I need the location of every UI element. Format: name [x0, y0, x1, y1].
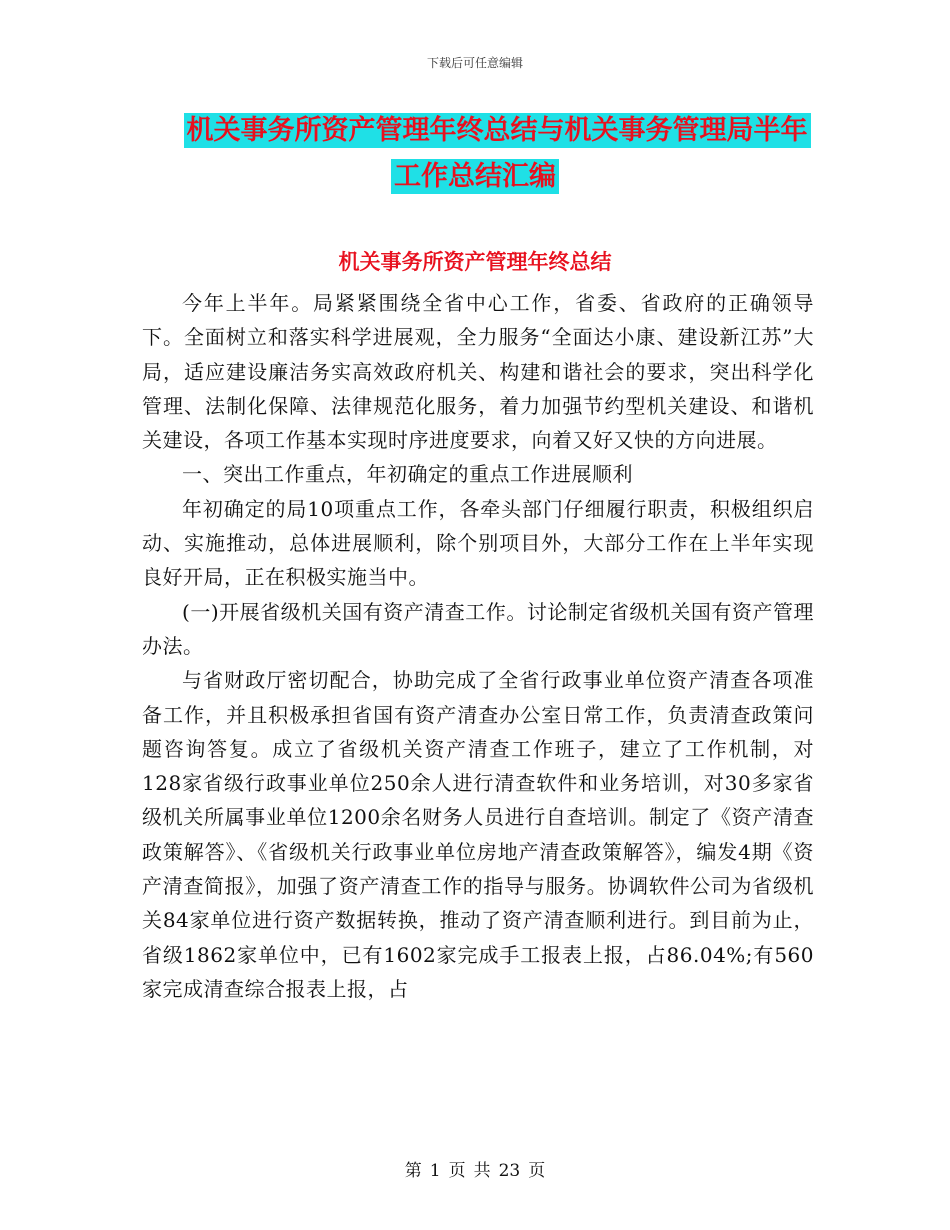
footer-page-number: 1: [429, 1161, 441, 1181]
paragraph-intro: 今年上半年。局紧紧围绕全省中心工作，省委、省政府的正确领导下。全面树立和落实科学进展观，全力服务“全面达小康、建设新江苏”大局，适应建设廉洁务实高效政府机关、构建和谐社会的要求，突出科学化管理、法制化保障、法律规范化服务，着力加强节约型机关建设、和谐机关建设，各项工作基本实现时序进度要求，向着又好又快的方向进展。: [142, 291, 814, 453]
document-title: [0, 108, 950, 200]
document-body: [142, 286, 814, 1006]
section-title: 机关事务所资产管理年终总结: [338, 250, 612, 274]
footer-total-prefix: 共: [473, 1161, 491, 1181]
header-note: 下载后可任意编辑: [426, 56, 523, 70]
paragraph-subheading-1: (一)开展省级机关国有资产清查工作。讨论制定省级机关国有资产管理办法。: [142, 599, 814, 658]
footer-page-unit: 页: [448, 1161, 466, 1181]
paragraph-asset-audit: 与省财政厅密切配合，协助完成了全省行政事业单位资产清查各项准备工作，并且积极承担省国有资产清查办公室日常工作，负责清查政策问题咨询答复。成立了省级机关资产清查工作班子，建立了工作机制，对128家省级行政事业单位250余人进行清查软件和业务培训，对30多家省级机关所属事业单位1200余名财务人员进行自查培训。制定了《资产清查政策解答》、《省级机关行政事业单位房地产清查政策解答》，编发4期《资产清查简报》，加强了资产清查工作的指导与服务。协调软件公司为省级机关84家单位进行资产数据转换，推动了资产清查顺利进行。到目前为止，省级1862家单位中，已有1602家完成手工报表上报，占86.04%;有560家完成清查综合报表上报，占: [142, 668, 814, 1001]
paragraph-key-work: 年初确定的局10项重点工作，各牵头部门仔细履行职责，积极组织启动、实施推动，总体进展顺利，除个别项目外，大部分工作在上半年实现良好开局，正在积极实施当中。: [142, 496, 814, 590]
title-line-2: 工作总结汇编: [391, 159, 559, 194]
paragraph-heading-1: 一、突出工作重点，年初确定的重点工作进展顺利: [182, 462, 633, 487]
footer-prefix: 第: [404, 1161, 422, 1181]
footer-total-pages: 23: [498, 1161, 521, 1181]
page-footer: [0, 1156, 950, 1181]
footer-total-unit: 页: [528, 1161, 546, 1181]
title-line-1: 机关事务所资产管理年终总结与机关事务管理局半年: [184, 113, 811, 148]
